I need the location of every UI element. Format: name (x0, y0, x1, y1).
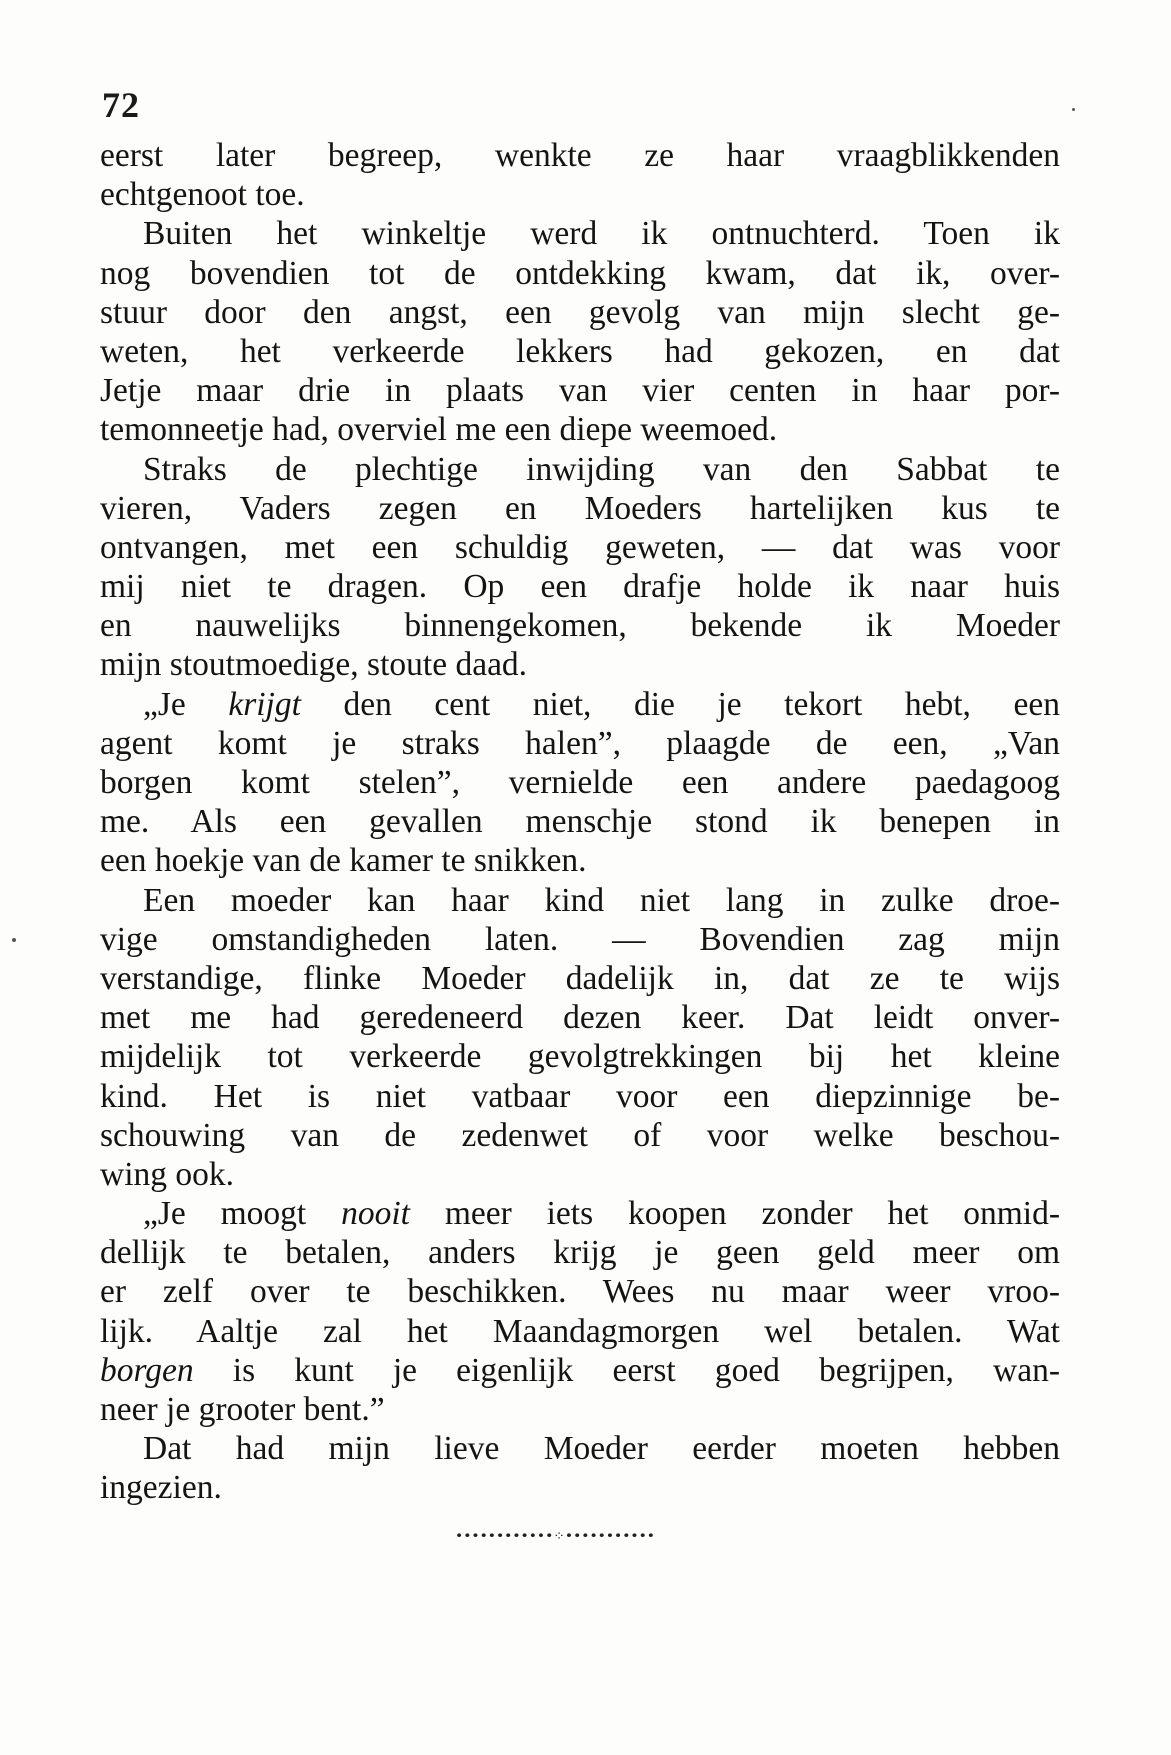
text-line: Een moeder kan haar kind niet lang in zulke droe- (143, 881, 1060, 919)
text-line: stuur door den angst, een gevolg van mijn slecht ge- (100, 293, 1060, 331)
text-line: schouwing van de zedenwet of voor welke beschou- (100, 1116, 1060, 1154)
text-line: en nauwelijks binnengekomen, bekende ik Moeder (100, 607, 1060, 645)
emphasized-word: borgen (100, 1351, 194, 1389)
text-line: echtgenoot toe. (100, 176, 305, 214)
stray-speck (1072, 108, 1075, 111)
body-text (100, 136, 1060, 1508)
text-line: eerst later begreep, wenkte ze haar vraagblikkenden (100, 137, 1060, 174)
text-line: lijk. Aaltje zal het Maandagmorgen wel betalen. Wat (100, 1312, 1060, 1350)
text-line: met me had geredeneerd dezen keer. Dat leidt onver- (100, 999, 1060, 1037)
text-line: Straks de plechtige inwijding van den Sabbat te (143, 450, 1060, 488)
text-line: vige omstandigheden laten. — Bovendien zag mijn (100, 920, 1060, 958)
text-line: neer je grooter bent.” (100, 1391, 385, 1428)
text-line: mijdelijk tot verkeerde gevolgtrekkingen bij het kleine (100, 1038, 1060, 1076)
text-line: borgen is kunt je eigenlijk eerst goed begrijpen, wan- (100, 1351, 1060, 1389)
text-line: dellijk te betalen, anders krijg je geen geld meer om (100, 1234, 1060, 1272)
text-line: ontvangen, met een schuldig geweten, — dat was voor (100, 528, 1060, 566)
text-line: wing ook. (100, 1155, 234, 1193)
text-line: „Je moogt nooit meer iets koopen zonder het onmid- (143, 1195, 1060, 1233)
text-line: agent komt je straks halen”, plaagde de een, „Van (100, 724, 1060, 762)
text-line: Jetje maar drie in plaats van vier centen in haar por- (100, 372, 1060, 410)
text-line: verstandige, flinke Moeder dadelijk in, dat ze te wijs (100, 959, 1060, 997)
page-number: 72 (102, 85, 140, 125)
text-line: borgen komt stelen”, vernielde een andere paedagoog (100, 764, 1060, 801)
text-line: me. Als een gevallen menschje stond ik benepen in (100, 803, 1060, 841)
text-line: Dat had mijn lieve Moeder eerder moeten hebben (143, 1430, 1060, 1468)
stray-speck (12, 938, 16, 942)
emphasized-word: nooit (341, 1195, 410, 1233)
text-line: temonneetje had, overviel me een diepe weemoed. (100, 411, 778, 449)
text-line: „Je krijgt den cent niet, die je tekort hebt, een (143, 685, 1060, 723)
ornament-dots-icon (455, 1524, 715, 1554)
text-line: mij niet te dragen. Op een drafje holde ik naar huis (100, 568, 1060, 606)
text-line: er zelf over te beschikken. Wees nu maar weer vroo- (100, 1273, 1060, 1311)
text-line: een hoekje van de kamer te snikken. (100, 842, 587, 880)
text-line: weten, het verkeerde lekkers had gekozen, en dat (100, 332, 1060, 370)
text-line: mijn stoutmoedige, stoute daad. (100, 646, 528, 684)
emphasized-word: krijgt (228, 685, 301, 723)
text-line: Buiten het winkeltje werd ik ontnuchterd. Toen ik (143, 215, 1060, 253)
text-line: kind. Het is niet vatbaar voor een diepzinnige be- (100, 1077, 1060, 1115)
section-end-ornament (455, 1524, 715, 1554)
text-line: ingezien. (100, 1469, 222, 1507)
text-line: nog bovendien tot de ontdekking kwam, dat ik, over- (100, 254, 1060, 292)
text-line: vieren, Vaders zegen en Moeders hartelijken kus te (100, 489, 1060, 527)
ornament-text: ••••••••••••⁘••••••••••• (455, 1529, 655, 1543)
